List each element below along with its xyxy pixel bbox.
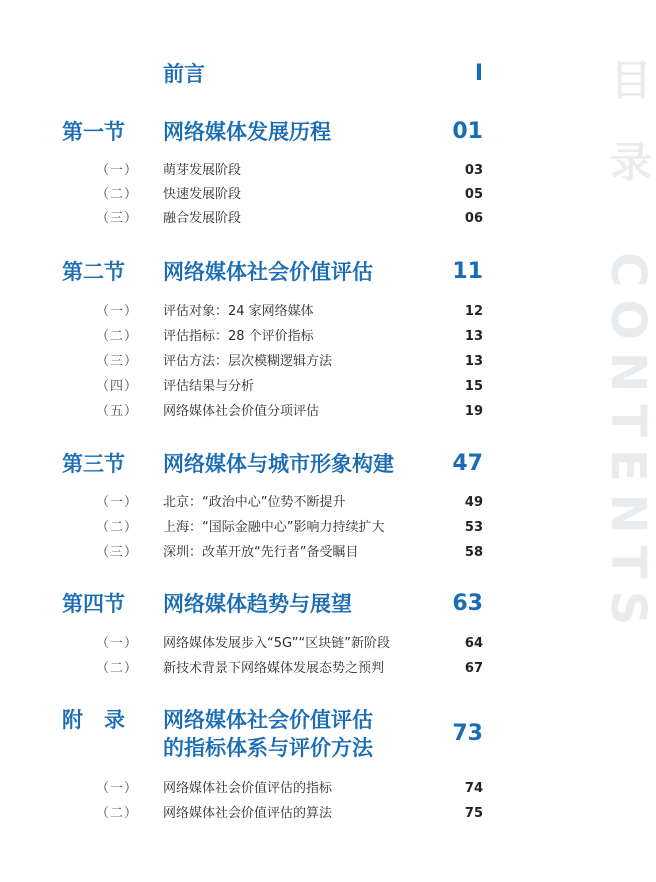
item-index: （五） bbox=[96, 404, 139, 419]
item-index: （二） bbox=[96, 661, 139, 676]
section-page: 73 bbox=[452, 721, 483, 746]
item-page: 12 bbox=[464, 304, 483, 319]
section-title: 网络媒体趋势与展望 bbox=[163, 592, 352, 616]
appendix-title-line-1: 网络媒体社会价值评估 bbox=[163, 708, 373, 732]
item-page: 13 bbox=[464, 329, 483, 344]
section-label: 第二节 bbox=[62, 260, 125, 284]
item-index: （一） bbox=[96, 636, 139, 651]
item-title: 萌芽发展阶段 bbox=[163, 163, 242, 178]
item-title: 网络媒体社会价值评估的算法 bbox=[163, 806, 333, 821]
item-title: 上海：“国际金融中心”影响力持续扩大 bbox=[163, 520, 385, 535]
item-title: 网络媒体社会价值分项评估 bbox=[163, 404, 320, 419]
item-index: （二） bbox=[96, 520, 139, 535]
item-page: 75 bbox=[464, 806, 483, 821]
item-title: 网络媒体社会价值评估的指标 bbox=[163, 781, 333, 796]
item-page: 58 bbox=[464, 545, 483, 560]
item-title: 新技术背景下网络媒体发展态势之预判 bbox=[163, 661, 385, 676]
item-page: 53 bbox=[464, 520, 483, 535]
item-page: 49 bbox=[464, 495, 483, 510]
item-index: （一） bbox=[96, 781, 139, 796]
contents-watermark bbox=[600, 58, 656, 638]
item-index: （一） bbox=[96, 163, 139, 178]
item-index: （四） bbox=[96, 379, 139, 394]
item-index: （一） bbox=[96, 495, 139, 510]
section-label: 第三节 bbox=[62, 452, 125, 476]
watermark-cn: 目录 bbox=[604, 58, 653, 222]
section-page: 11 bbox=[452, 259, 483, 284]
item-page: 03 bbox=[464, 163, 483, 178]
section-page: 01 bbox=[452, 119, 483, 144]
appendix-title-line-2: 的指标体系与评价方法 bbox=[163, 736, 373, 760]
section-title: 网络媒体发展历程 bbox=[163, 120, 331, 144]
section-page: 63 bbox=[452, 591, 483, 616]
item-title: 评估结果与分析 bbox=[163, 379, 255, 394]
item-page: 74 bbox=[464, 781, 483, 796]
item-title: 北京：“政治中心”位势不断提升 bbox=[163, 495, 346, 510]
section-title: 网络媒体与城市形象构建 bbox=[163, 452, 394, 476]
toc-preface-page: I bbox=[474, 61, 483, 86]
item-page: 15 bbox=[464, 379, 483, 394]
section-label: 附 录 bbox=[62, 708, 125, 732]
item-page: 19 bbox=[464, 404, 483, 419]
item-index: （三） bbox=[96, 354, 139, 369]
item-title: 评估方法：层次模糊逻辑方法 bbox=[163, 354, 333, 369]
section-page: 47 bbox=[452, 451, 483, 476]
watermark-en: CONTENTS bbox=[600, 252, 656, 638]
item-index: （三） bbox=[96, 211, 139, 226]
item-index: （二） bbox=[96, 187, 139, 202]
toc-preface-title: 前言 bbox=[163, 62, 205, 86]
item-title: 快速发展阶段 bbox=[163, 187, 242, 202]
item-index: （二） bbox=[96, 806, 139, 821]
section-label: 第四节 bbox=[62, 592, 125, 616]
item-title: 网络媒体发展步入“5G”“区块链”新阶段 bbox=[163, 636, 390, 651]
item-title: 评估指标：28 个评价指标 bbox=[163, 329, 314, 344]
section-label: 第一节 bbox=[62, 120, 125, 144]
item-page: 06 bbox=[464, 211, 483, 226]
item-index: （一） bbox=[96, 304, 139, 319]
item-index: （二） bbox=[96, 329, 139, 344]
item-title: 深圳：改革开放“先行者”备受瞩目 bbox=[163, 545, 359, 560]
item-page: 05 bbox=[464, 187, 483, 202]
item-index: （三） bbox=[96, 545, 139, 560]
item-page: 13 bbox=[464, 354, 483, 369]
item-page: 64 bbox=[464, 636, 483, 651]
item-title: 融合发展阶段 bbox=[163, 211, 242, 226]
section-title: 网络媒体社会价值评估 bbox=[163, 260, 373, 284]
item-title: 评估对象：24 家网络媒体 bbox=[163, 304, 314, 319]
item-page: 67 bbox=[464, 661, 483, 676]
